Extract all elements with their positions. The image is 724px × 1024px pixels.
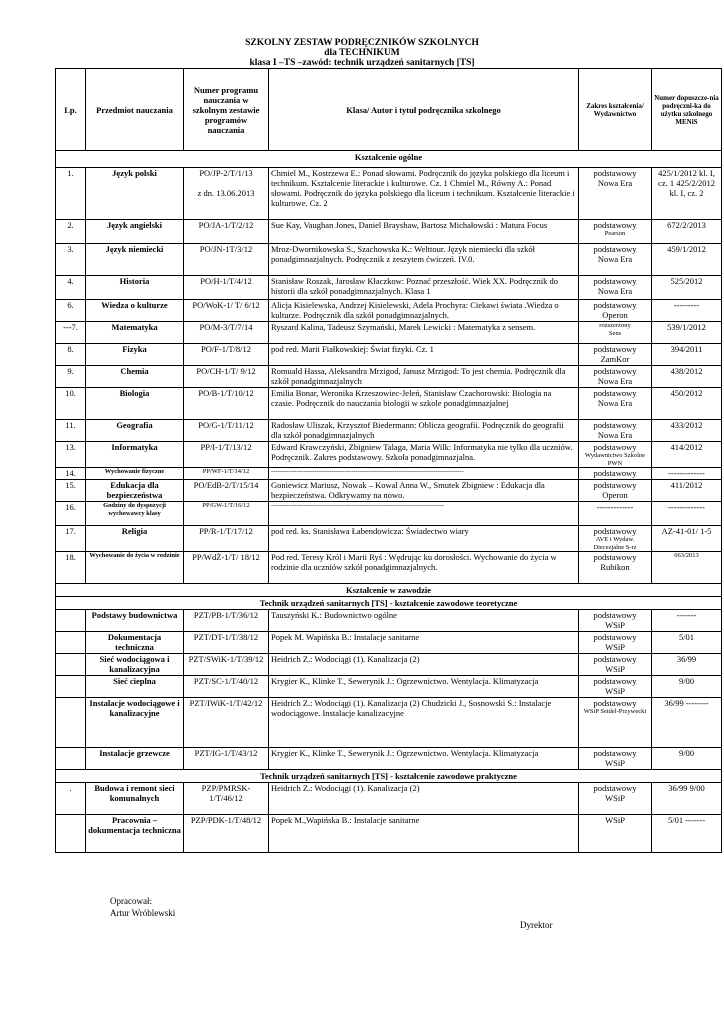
row-approval: 9/00 bbox=[652, 676, 722, 698]
row-subject: Fizyka bbox=[86, 344, 184, 366]
table-row bbox=[56, 610, 722, 632]
table-row bbox=[56, 276, 722, 300]
row-approval: 414/2012 bbox=[652, 442, 722, 468]
row-lp: 6. bbox=[56, 300, 86, 322]
publisher-text: AVE i Wydaw. Diecezjalne S-rz bbox=[593, 536, 637, 551]
scope-text: podstawowy bbox=[593, 480, 637, 490]
row-program bbox=[184, 632, 269, 654]
row-program bbox=[184, 654, 269, 676]
scope-text: WSiP bbox=[605, 815, 625, 825]
row-approval: 433/2012 bbox=[652, 420, 722, 442]
table-row bbox=[56, 676, 722, 698]
row-subject: Sieć cieplna bbox=[86, 676, 184, 698]
row-program bbox=[184, 442, 269, 468]
scope-text: podstawowy bbox=[593, 552, 637, 562]
program-number: PZT/DT-1/T/38/12 bbox=[193, 632, 259, 642]
row-publisher bbox=[579, 748, 652, 770]
row-program bbox=[184, 300, 269, 322]
row-approval: 539/1/2012 bbox=[652, 322, 722, 344]
row-approval: ------- bbox=[652, 610, 722, 632]
row-book: Alicja Kisielewska, Andrzej Kisielewski, Adela Prochyra: Ciekawi świata .Wiedza o kulturze. Podręcznik dla szkół ponadgimnazjalnych. bbox=[269, 300, 579, 322]
row-publisher bbox=[579, 480, 652, 502]
row-program bbox=[184, 480, 269, 502]
row-book: pod red. Marii Fiałkowskiej: Świat fizyki. Cz. 1 bbox=[269, 344, 579, 366]
row-lp: 11. bbox=[56, 420, 86, 442]
row-book: Stanisław Roszak, Jarosław Kłaczkow: Poznać przeszłość. Wiek XX. Podręcznik do historii dla szkół ponadgimnazjalnych. Klasa 1 bbox=[269, 276, 579, 300]
header-lp: Lp. bbox=[56, 69, 86, 151]
row-subject: Wychowanie do życia w rodzinie bbox=[86, 552, 184, 584]
row-publisher bbox=[579, 420, 652, 442]
program-number: PO/G-1/T/11/12 bbox=[198, 420, 254, 430]
row-program bbox=[184, 502, 269, 526]
row-publisher bbox=[579, 698, 652, 748]
row-approval: 411/2012 bbox=[652, 480, 722, 502]
program-number: PO/JN-1T/3/12 bbox=[199, 244, 253, 254]
scope-text: podstawowy bbox=[593, 244, 637, 254]
row-subject: Instalacje wodociągowe i kanalizacyjne bbox=[86, 698, 184, 748]
row-lp bbox=[56, 815, 86, 853]
scope-text: podstawowy bbox=[593, 300, 637, 310]
scope-text: podstawowy bbox=[593, 748, 637, 758]
row-program bbox=[184, 698, 269, 748]
row-program bbox=[184, 526, 269, 552]
row-publisher bbox=[579, 244, 652, 276]
row-program bbox=[184, 244, 269, 276]
table-row bbox=[56, 442, 722, 468]
row-book: Sue Kay, Vaughan Jones, Daniel Brayshaw, Bartosz Michałowski : Matura Focus bbox=[269, 220, 579, 244]
row-book: Pod red. Teresy Król i Marii Ryś : Wędrując ku dorosłości. Wychowanie do życia w rodzinie dla uczniów szkół ponadgimnazjalnych. bbox=[269, 552, 579, 584]
publisher-text: Operon bbox=[602, 310, 628, 320]
row-subject: Język niemiecki bbox=[86, 244, 184, 276]
row-approval: 450/2012 bbox=[652, 388, 722, 420]
program-number: PZT/SWiK-1/T/39/12 bbox=[188, 654, 264, 664]
row-book: -------------------------------------------------------------------------------- bbox=[269, 502, 579, 526]
row-publisher bbox=[579, 442, 652, 468]
row-publisher bbox=[579, 632, 652, 654]
row-approval: AZ-41-01/ 1-5 bbox=[652, 526, 722, 552]
header-publisher: Zakres kształcenia/ Wydawnictwo bbox=[579, 69, 652, 151]
publisher-text: WSiP bbox=[605, 620, 625, 630]
scope-text: podstawowy bbox=[593, 388, 637, 398]
program-number: PP/R-1/T/17/12 bbox=[199, 526, 253, 536]
publisher-text: Nowa Era bbox=[597, 286, 633, 296]
scope-text: podstawowy bbox=[593, 632, 637, 642]
row-program bbox=[184, 676, 269, 698]
scope-text: podstawowy bbox=[593, 366, 637, 376]
row-subject: Wiedza o kulturze bbox=[86, 300, 184, 322]
row-approval: 5/01 ------- bbox=[652, 815, 722, 853]
row-subject: Instalacje grzewcze bbox=[86, 748, 184, 770]
row-approval: 663/2013 bbox=[652, 552, 722, 584]
program-number: PZT/PB-1/T/36/12 bbox=[193, 610, 259, 620]
row-publisher bbox=[579, 344, 652, 366]
program-number: PO/F-1/T/8/12 bbox=[200, 344, 252, 354]
row-book: Radosław Uliszak, Krzysztof Biedermann: Oblicza geografii. Podręcznik do geografii dla szkół ponadgimnazjalnych bbox=[269, 420, 579, 442]
scope-text: podstawowy bbox=[593, 468, 637, 478]
publisher-text: Sens bbox=[608, 329, 622, 337]
publisher-text: WSiP bbox=[605, 664, 625, 674]
row-lp: 10. bbox=[56, 388, 86, 420]
program-number: PO/B-1/T/10/12 bbox=[198, 388, 254, 398]
row-program bbox=[184, 610, 269, 632]
program-number: PZT/IWiK-1/T/42/12 bbox=[189, 698, 263, 708]
row-book: Heidrich Z.: Wodociągi (1). Kanalizacja (2) Chudzicki J., Sosnowski S.: Instalacje wodociągowe. Instalacje kanalizacyjne bbox=[269, 698, 579, 748]
row-approval: 394/2011 bbox=[652, 344, 722, 366]
row-lp: 3. bbox=[56, 244, 86, 276]
textbook-table bbox=[55, 68, 722, 853]
director-label: Dyrektor bbox=[520, 920, 553, 930]
table-body bbox=[56, 151, 722, 853]
publisher-text: Nowa Era bbox=[597, 254, 633, 264]
row-lp bbox=[56, 698, 86, 748]
publisher-text: Pearson bbox=[604, 230, 626, 237]
table-row bbox=[56, 502, 722, 526]
row-program bbox=[184, 748, 269, 770]
row-approval: 9/00 bbox=[652, 748, 722, 770]
row-lp: 4. bbox=[56, 276, 86, 300]
row-lp bbox=[56, 748, 86, 770]
program-number: PO/M-3/T/7/14 bbox=[199, 322, 253, 332]
publisher-text: WSiP bbox=[605, 758, 625, 768]
row-book: ----------------------------------------------------------------------------------------- bbox=[269, 468, 579, 480]
program-number: PZP/PDK-1/T/48/12 bbox=[190, 815, 262, 825]
row-lp: 9. bbox=[56, 366, 86, 388]
scope-text: podstawowy bbox=[593, 420, 637, 430]
row-publisher bbox=[579, 783, 652, 815]
row-approval: 36/99 9/00 bbox=[652, 783, 722, 815]
row-book: Popek M. Wapińska B.: Instalacje sanitarne bbox=[269, 632, 579, 654]
header-book: Klasa/ Autor i tytuł podręcznika szkolnego bbox=[269, 69, 579, 151]
row-publisher bbox=[579, 300, 652, 322]
publisher-text: Wydawnictwo Szkolne PWN bbox=[584, 452, 646, 467]
section-general: Kształcenie ogólne bbox=[56, 151, 722, 168]
scope-text: podstawowy bbox=[593, 276, 637, 286]
row-program bbox=[184, 322, 269, 344]
publisher-text: Nowa Era bbox=[597, 430, 633, 440]
row-subject: Język angielski bbox=[86, 220, 184, 244]
row-subject: Podstawy budownictwa bbox=[86, 610, 184, 632]
row-subject: Wychowanie fizyczne bbox=[86, 468, 184, 480]
prepared-label: Opracował: bbox=[110, 896, 152, 906]
row-publisher bbox=[579, 276, 652, 300]
row-approval: ------------- bbox=[652, 468, 722, 480]
row-publisher bbox=[579, 676, 652, 698]
doc-title: SZKOLNY ZESTAW PODRĘCZNIKÓW SZKOLNYCH bbox=[245, 38, 479, 48]
program-number: PP/GW-1/T/16/12 bbox=[202, 502, 250, 509]
table-row bbox=[56, 552, 722, 584]
row-approval: 36/99 bbox=[652, 654, 722, 676]
row-publisher bbox=[579, 322, 652, 344]
scope-text: podstawowy bbox=[593, 168, 637, 178]
row-subject: Geografia bbox=[86, 420, 184, 442]
program-number: PZT/SC-1/T/40/12 bbox=[193, 676, 259, 686]
scope-text: podstawowy bbox=[593, 526, 637, 536]
publisher-text: WSiP bbox=[605, 686, 625, 696]
program-number: PP/WF-1/T/14/12 bbox=[202, 468, 250, 475]
program-number: PZT/IG-1/T/43/12 bbox=[194, 748, 258, 758]
row-subject: Pracownia – dokumentacja techniczna bbox=[86, 815, 184, 853]
row-publisher bbox=[579, 366, 652, 388]
table-row bbox=[56, 748, 722, 770]
row-book: Krygier K., Klinke T., Sewerynik J.: Ogrzewnictwo. Wentylacja. Klimatyzacja bbox=[269, 748, 579, 770]
row-book: Krygier K., Klinke T., Sewerynik J.: Ogrzewnictwo. Wentylacja. Klimatyzacja bbox=[269, 676, 579, 698]
table-row bbox=[56, 300, 722, 322]
row-publisher bbox=[579, 610, 652, 632]
row-book: Heidrich Z.: Wodociągi (1). Kanalizacja (2) bbox=[269, 783, 579, 815]
row-publisher bbox=[579, 815, 652, 853]
row-publisher bbox=[579, 654, 652, 676]
row-program bbox=[184, 344, 269, 366]
program-number: PP/I-1/T/13/12 bbox=[200, 442, 252, 452]
publisher-text: WSiP bbox=[605, 642, 625, 652]
row-approval: --------- bbox=[652, 300, 722, 322]
row-lp: 1. bbox=[56, 168, 86, 220]
scope-text: podstawowy bbox=[593, 676, 637, 686]
table-row bbox=[56, 344, 722, 366]
row-book: Chmiel M., Kostrzewa E.: Ponad słowami. Podręcznik do języka polskiego dla liceum i technikum. Kształcenie literackie i kulturowe. Cz. 1 Chmiel M., Równy A.: Ponad słowami. Podręcznik do języka polskiego dla liceum i technikum. Kształcenie literackie i kulturowe. Cz. 2 bbox=[269, 168, 579, 220]
row-book: pod red. ks. Stanisława Łabendowicza: Świadectwo wiary bbox=[269, 526, 579, 552]
scope-text: podstawowy bbox=[593, 220, 637, 230]
scope-text: podstawowy bbox=[593, 344, 637, 354]
row-lp bbox=[56, 632, 86, 654]
row-approval: 438/2012 bbox=[652, 366, 722, 388]
program-number: PO/JA-1/T/2/12 bbox=[198, 220, 254, 230]
table-row bbox=[56, 468, 722, 480]
program-number: PO/H-1/T/4/12 bbox=[200, 276, 252, 286]
row-lp bbox=[56, 676, 86, 698]
row-subject: Sieć wodociągowa i kanalizacyjna bbox=[86, 654, 184, 676]
program-number: PZP/PMRSK-1/T/46/12 bbox=[201, 783, 251, 803]
table-row bbox=[56, 322, 722, 344]
header-subject: Przedmiot nauczania bbox=[86, 69, 184, 151]
scope-text: rozszerzony bbox=[599, 322, 631, 329]
row-subject: Budowa i remont sieci komunalnych bbox=[86, 783, 184, 815]
row-approval: 672/2/2013 bbox=[652, 220, 722, 244]
row-program bbox=[184, 168, 269, 220]
row-subject: Dokumentacja techniczna bbox=[86, 632, 184, 654]
scope-text: podstawowy bbox=[593, 610, 637, 620]
publisher-text: ZamKor bbox=[600, 354, 630, 364]
row-program bbox=[184, 220, 269, 244]
publisher-text: Rubikon bbox=[600, 562, 630, 572]
row-lp bbox=[56, 610, 86, 632]
row-subject: Godziny do dyspozycji wychowawcy klasy bbox=[86, 502, 184, 526]
row-approval: 525/2012 bbox=[652, 276, 722, 300]
author-name: Artur Wróblewski bbox=[110, 908, 176, 918]
row-program bbox=[184, 815, 269, 853]
scope-text: podstawowy bbox=[593, 654, 637, 664]
table-row bbox=[56, 815, 722, 853]
publisher-text: Nowa Era bbox=[597, 178, 633, 188]
row-program bbox=[184, 276, 269, 300]
publisher-text: WSiP bbox=[605, 793, 625, 803]
row-publisher bbox=[579, 468, 652, 480]
row-publisher bbox=[579, 526, 652, 552]
program-number: PP/WdŻ-1/T/ 18/12 bbox=[192, 552, 260, 562]
row-approval: 425/1/2012 kl. I, cz. 1 425/2/2012 kl. I, cz. 2 bbox=[652, 168, 722, 220]
row-subject: Historia bbox=[86, 276, 184, 300]
row-book: Romuald Hassa, Aleksandra Mrzigod, Janusz Mrzigod: To jest chemia. Podręcznik dla szkół ponadgimnazjalnych bbox=[269, 366, 579, 388]
doc-subtitle: dla TECHNIKUM bbox=[324, 48, 400, 58]
header-program: Numer programu nauczania w szkolnym zestawie programów nauczania bbox=[184, 69, 269, 151]
row-program bbox=[184, 783, 269, 815]
row-program bbox=[184, 420, 269, 442]
publisher-text: Nowa Era bbox=[597, 376, 633, 386]
row-subject: Religia bbox=[86, 526, 184, 552]
row-publisher bbox=[579, 168, 652, 220]
table-row bbox=[56, 220, 722, 244]
table-row bbox=[56, 654, 722, 676]
publisher-text: Nowa Era bbox=[597, 398, 633, 408]
row-book: Goniewicz Mariusz, Nowak – Kowal Anna W., Smutek Zbigniew : Edukacja dla bezpieczeństwa. Odkrywamy na nowo. bbox=[269, 480, 579, 502]
row-subject: Edukacja dla bezpieczeństwa bbox=[86, 480, 184, 502]
table-row bbox=[56, 388, 722, 420]
row-subject: Biologia bbox=[86, 388, 184, 420]
table-row bbox=[56, 480, 722, 502]
table-row bbox=[56, 526, 722, 552]
row-publisher bbox=[579, 220, 652, 244]
table-row bbox=[56, 366, 722, 388]
row-subject: Matematyka bbox=[86, 322, 184, 344]
doc-class-line: klasa I –TS –zawód: technik urządzeń sanitarnych [TS] bbox=[249, 58, 475, 68]
row-approval: ------------- bbox=[652, 502, 722, 526]
row-lp: 13. bbox=[56, 442, 86, 468]
row-book: Popek M.,Wapińska B.: Instalacje sanitarne bbox=[269, 815, 579, 853]
row-lp: 14. bbox=[56, 468, 86, 480]
program-date: z dn. 13.06.2013 bbox=[197, 188, 255, 198]
row-book: Ryszard Kalina, Tadeusz Szymański, Marek Lewicki : Matematyka z sensem. bbox=[269, 322, 579, 344]
publisher-text: WSiP Seidel-Przywecki bbox=[583, 708, 647, 715]
row-lp: ---7. bbox=[56, 322, 86, 344]
header-approval: Numer dopuszcze-nia podręczni-ka do użytku szkolnego MENiS bbox=[652, 69, 722, 151]
row-subject: Język polski bbox=[86, 168, 184, 220]
row-lp: 15. bbox=[56, 480, 86, 502]
section-vocational: Kształcenie w zawodzie bbox=[56, 584, 722, 597]
row-book: Heidrich Z.: Wodociągi (1). Kanalizacja (2) bbox=[269, 654, 579, 676]
row-lp: 18. bbox=[56, 552, 86, 584]
row-lp bbox=[56, 654, 86, 676]
program-number: PO/WoK-1/ T/ 6/12 bbox=[192, 300, 260, 310]
row-approval: 5/01 bbox=[652, 632, 722, 654]
section-theoretical: Technik urządzeń sanitarnych [TS] - kształcenie zawodowe teoretyczne bbox=[56, 597, 722, 610]
program-number: PO/JP-2/T/1/13 bbox=[199, 168, 253, 178]
row-lp: 16. bbox=[56, 502, 86, 526]
table-row bbox=[56, 783, 722, 815]
row-program bbox=[184, 552, 269, 584]
program-number: PO/EdB-2/T/15/14 bbox=[193, 480, 259, 490]
row-program bbox=[184, 388, 269, 420]
row-subject: Chemia bbox=[86, 366, 184, 388]
row-program bbox=[184, 366, 269, 388]
scope-text: podstawowy bbox=[593, 783, 637, 793]
row-publisher bbox=[579, 388, 652, 420]
header-row bbox=[56, 69, 722, 151]
row-book: Mroz-Dwornikowska S., Szachowska K.: Welttour. Język niemiecki dla szkół ponadgimnazjalnych. Podręcznik z zeszytem ćwiczeń. IV.0. bbox=[269, 244, 579, 276]
row-book: Emilia Bonar, Weronika Krzeszowiec-Jeleń, Stanisław Czachorowski: Biologia na czasie. Podręcznik do nauczania biologii w szkole ponadgimnazjalnej bbox=[269, 388, 579, 420]
row-lp: 17. bbox=[56, 526, 86, 552]
section-practical: Technik urządzeń sanitarnych [TS] - kształcenie zawodowe praktyczne bbox=[56, 770, 722, 783]
scope-text: podstawowy bbox=[593, 442, 637, 452]
program-number: PO/CH-1/T/ 9/12 bbox=[196, 366, 256, 376]
row-book: Edward Krawczyński, Zbigniew Talaga, Maria Wilk: Informatyka nie tylko dla uczniów. Podręcznik. Zakres podstawowy. Szkoła ponadgimnazjalna. bbox=[269, 442, 579, 468]
publisher-text: Operon bbox=[602, 490, 628, 500]
row-lp: . bbox=[56, 783, 86, 815]
scope-text: podstawowy bbox=[593, 698, 637, 708]
row-program bbox=[184, 468, 269, 480]
row-lp: 2. bbox=[56, 220, 86, 244]
row-approval: 459/1/2012 bbox=[652, 244, 722, 276]
row-publisher bbox=[579, 552, 652, 584]
table-row bbox=[56, 632, 722, 654]
scope-text: ------------- bbox=[596, 502, 634, 512]
row-book: Tauszyński K.: Budownictwo ogólne bbox=[269, 610, 579, 632]
row-lp: 8. bbox=[56, 344, 86, 366]
table-row bbox=[56, 698, 722, 748]
table-row bbox=[56, 168, 722, 220]
table-row bbox=[56, 244, 722, 276]
table-row bbox=[56, 420, 722, 442]
row-subject: Informatyka bbox=[86, 442, 184, 468]
row-approval: 36/99 -------- bbox=[652, 698, 722, 748]
row-publisher bbox=[579, 502, 652, 526]
